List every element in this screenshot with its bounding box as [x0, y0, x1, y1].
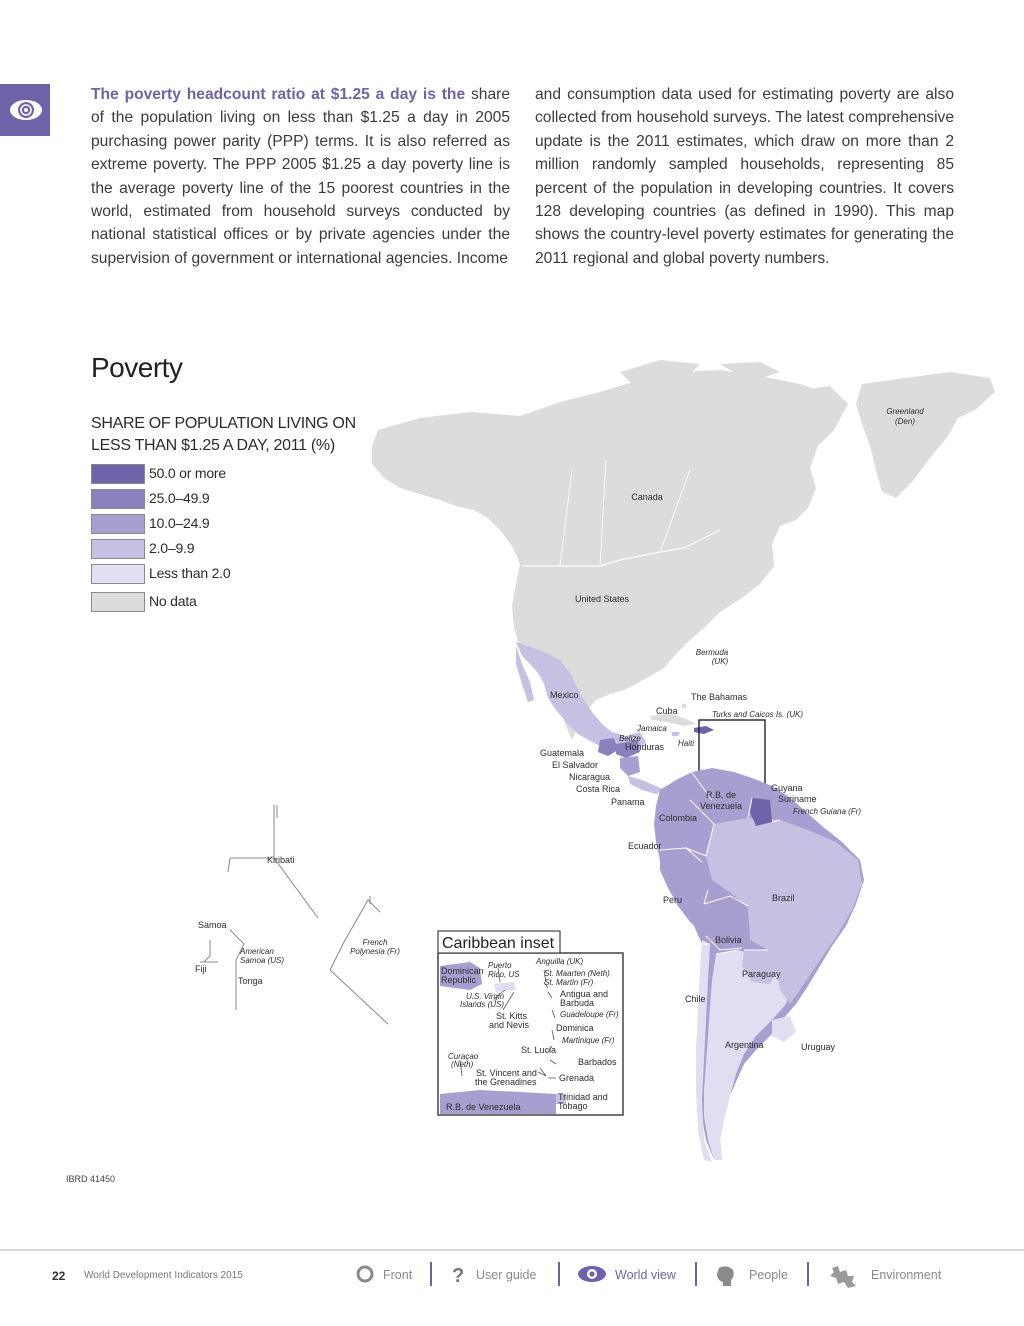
- map-credit: IBRD 41450: [66, 1174, 116, 1184]
- map-title: Poverty: [91, 352, 183, 383]
- label-honduras: Honduras: [625, 742, 665, 752]
- label-turks: Turks and Caicos Is. (UK): [712, 710, 803, 719]
- nav-environment-label: Environment: [871, 1268, 942, 1282]
- label-american-samoa-1: American: [240, 947, 274, 956]
- label-cuba: Cuba: [656, 706, 678, 716]
- label-greenland-sub: (Den): [894, 417, 916, 426]
- intro-col1-text: share of the population living on less than $1.25 a day in 2005 purchasing power parity (PPP) terms. It is also referred as extreme poverty. The PPP 2005 $1.25 a day poverty line is the average poverty line of the 15 poorest countries in the world, estimated from household surveys conducted by national statistical offices or by private agencies under the supervision of government or international agencies. Income: [91, 86, 511, 267]
- label-argentina: Argentina: [725, 1040, 764, 1050]
- jamaica-shape: [672, 732, 680, 736]
- inset-label-curacao-1: Curaçao: [448, 1052, 479, 1061]
- label-guyana: Guyana: [771, 783, 803, 793]
- label-costa-rica: Costa Rica: [576, 784, 621, 794]
- head-icon: [713, 1264, 737, 1290]
- label-bahamas: The Bahamas: [691, 692, 748, 702]
- label-suriname: Suriname: [778, 794, 817, 804]
- inset-label-venezuela: R.B. de Venezuela: [446, 1102, 521, 1112]
- nav-people[interactable]: [713, 1262, 803, 1290]
- nav-world-view-label: World view: [615, 1268, 676, 1282]
- legend-label: 25.0–49.9: [149, 490, 210, 506]
- label-bolivia: Bolivia: [715, 935, 742, 945]
- leaf-icon: [828, 1264, 858, 1290]
- nav-world-view[interactable]: [577, 1262, 687, 1290]
- inset-label-virgin-1: U.S. Virgin: [466, 992, 505, 1001]
- inset-label-kitts-1: St. Kitts: [496, 1011, 528, 1021]
- samoa-lines: [200, 930, 244, 1010]
- label-brazil: Brazil: [772, 893, 795, 903]
- inset-label-martinique: Martinique (Fr): [562, 1036, 615, 1045]
- footer-divider: [0, 1249, 1024, 1251]
- inset-label-puerto-2: Rico, US: [488, 970, 520, 979]
- inset-label-maarten-1: St. Maarten (Neth): [544, 969, 610, 978]
- label-fiji: Fiji: [195, 964, 207, 974]
- inset-label-kitts-2: and Nevis: [489, 1020, 530, 1030]
- legend-swatch: [91, 464, 145, 484]
- question-icon: [450, 1264, 466, 1286]
- nav-separator: [558, 1262, 560, 1286]
- nav-separator: [695, 1262, 697, 1286]
- legend-label: 10.0–24.9: [149, 515, 210, 531]
- hispaniola-shape: [694, 726, 714, 734]
- inset-label-dominican-1: Dominican: [441, 966, 484, 976]
- label-uruguay: Uruguay: [801, 1042, 836, 1052]
- nicaragua-shape: [620, 756, 640, 776]
- inset-label-virgin-2: Islands (US): [460, 1000, 505, 1009]
- label-american-samoa-2: Samoa (US): [240, 956, 285, 965]
- label-belize: Belize: [619, 734, 641, 743]
- label-united-states: United States: [574, 594, 630, 604]
- inset-label-lucia: St. Lucia: [521, 1045, 557, 1055]
- inset-label-anguilla: Anguilla (UK): [536, 957, 584, 966]
- legend-swatch: [91, 564, 145, 584]
- intro-lead: The poverty headcount ratio at $1.25 a day is the: [91, 86, 466, 103]
- nav-user-guide[interactable]: [450, 1262, 550, 1290]
- label-french-polynesia-1: French: [362, 938, 388, 947]
- legend-label: Less than 2.0: [149, 565, 231, 581]
- legend-swatch: [91, 592, 145, 612]
- label-samoa: Samoa: [198, 920, 227, 930]
- nav-environment[interactable]: [828, 1262, 948, 1290]
- intro-column-2: and consumption data used for estimating poverty are also collected from household surveys. The latest comprehensive update is the 2011 estimates, which draw on more than 2 million randomly sampled households, representing 85 percent of the population in developing countries. It covers 128 developing countries (as defined in 1990). This map shows the country-level poverty estimates for generating the 2011 regional and global poverty numbers.: [535, 86, 954, 267]
- label-ecuador: Ecuador: [628, 841, 662, 851]
- nav-separator: [430, 1262, 432, 1286]
- costa-rica-panama-shape: [628, 776, 664, 794]
- label-kiribati: Kiribati: [267, 855, 295, 865]
- legend-label: 2.0–9.9: [149, 540, 195, 556]
- map-subtitle: SHARE OF POPULATION LIVING ON LESS THAN $1.25 A DAY, 2011 (%): [91, 415, 356, 454]
- legend-label: No data: [149, 593, 197, 609]
- nav-front[interactable]: [355, 1262, 425, 1290]
- label-tonga: Tonga: [238, 976, 263, 986]
- label-peru: Peru: [663, 895, 683, 905]
- nav-user-guide-label: User guide: [476, 1268, 537, 1282]
- label-paraguay: Paraguay: [742, 969, 781, 979]
- inset-label-vincent-2: the Grenadines: [475, 1077, 537, 1087]
- bahamas-shape: [682, 704, 687, 709]
- label-jamaica: Jamaica: [637, 724, 667, 733]
- label-mexico: Mexico: [550, 690, 579, 700]
- inset-label-puerto-1: Puerto: [488, 961, 512, 970]
- nav-separator: [807, 1262, 809, 1286]
- nav-front-label: Front: [383, 1268, 413, 1282]
- label-bermuda: Bermuda: [695, 648, 729, 657]
- inset-label-dominican-2: Republic: [441, 975, 477, 985]
- label-el-salvador: El Salvador: [552, 760, 599, 770]
- label-guatemala: Guatemala: [540, 748, 585, 758]
- page-number: 22: [52, 1269, 66, 1283]
- label-venezuela-2: Venezuela: [699, 801, 743, 811]
- inset-label-grenada: Grenada: [559, 1073, 595, 1083]
- label-panama: Panama: [611, 797, 645, 807]
- publication-title: World Development Indicators 2015: [84, 1270, 243, 1281]
- label-haiti: Haiti: [678, 739, 695, 748]
- polynesia-lines: [330, 896, 388, 1024]
- inset-label-guadeloupe: Guadeloupe (Fr): [560, 1010, 619, 1019]
- label-canada: Canada: [631, 492, 663, 502]
- label-french-polynesia-2: Polynesia (Fr): [350, 947, 400, 956]
- footer: [0, 1262, 1024, 1292]
- label-nicaragua: Nicaragua: [569, 772, 611, 782]
- inset-label-trinidad-1: Trinidad and: [558, 1092, 608, 1102]
- label-colombia: Colombia: [659, 813, 698, 823]
- inset-label-dominica: Dominica: [556, 1023, 594, 1033]
- legend-label: 50.0 or more: [149, 465, 226, 481]
- inset-label-trinidad-2: Tobago: [558, 1101, 588, 1111]
- label-greenland: Greenland: [886, 407, 924, 416]
- svg-text:?: ?: [452, 1265, 465, 1286]
- inset-label-maarten-2: St. Martin (Fr): [544, 978, 594, 987]
- label-chile: Chile: [685, 994, 706, 1004]
- uruguay-shape: [772, 1016, 796, 1042]
- inset-label-curacao-2: (Neth): [451, 1060, 474, 1069]
- legend-swatch: [91, 539, 145, 559]
- caribbean-inset-title: Caribbean inset: [442, 935, 555, 952]
- north-america-shape: [372, 370, 842, 740]
- inset-label-antigua-2: Barbuda: [560, 998, 595, 1008]
- inset-label-vincent-1: St. Vincent and: [476, 1068, 537, 1078]
- label-french-guiana: French Guiana (Fr): [793, 807, 862, 816]
- label-venezuela-1: R.B. de: [705, 790, 737, 800]
- inset-label-barbados: Barbados: [578, 1057, 617, 1067]
- legend-swatch: [91, 514, 145, 534]
- nav-people-label: People: [749, 1268, 788, 1282]
- eye-icon: [577, 1264, 607, 1284]
- label-bermuda-sub: (UK): [711, 657, 729, 666]
- legend-swatch: [91, 489, 145, 509]
- inset-label-antigua-1: Antigua and: [560, 989, 609, 999]
- greenland-shape: [856, 372, 995, 498]
- circle-icon: [355, 1264, 375, 1284]
